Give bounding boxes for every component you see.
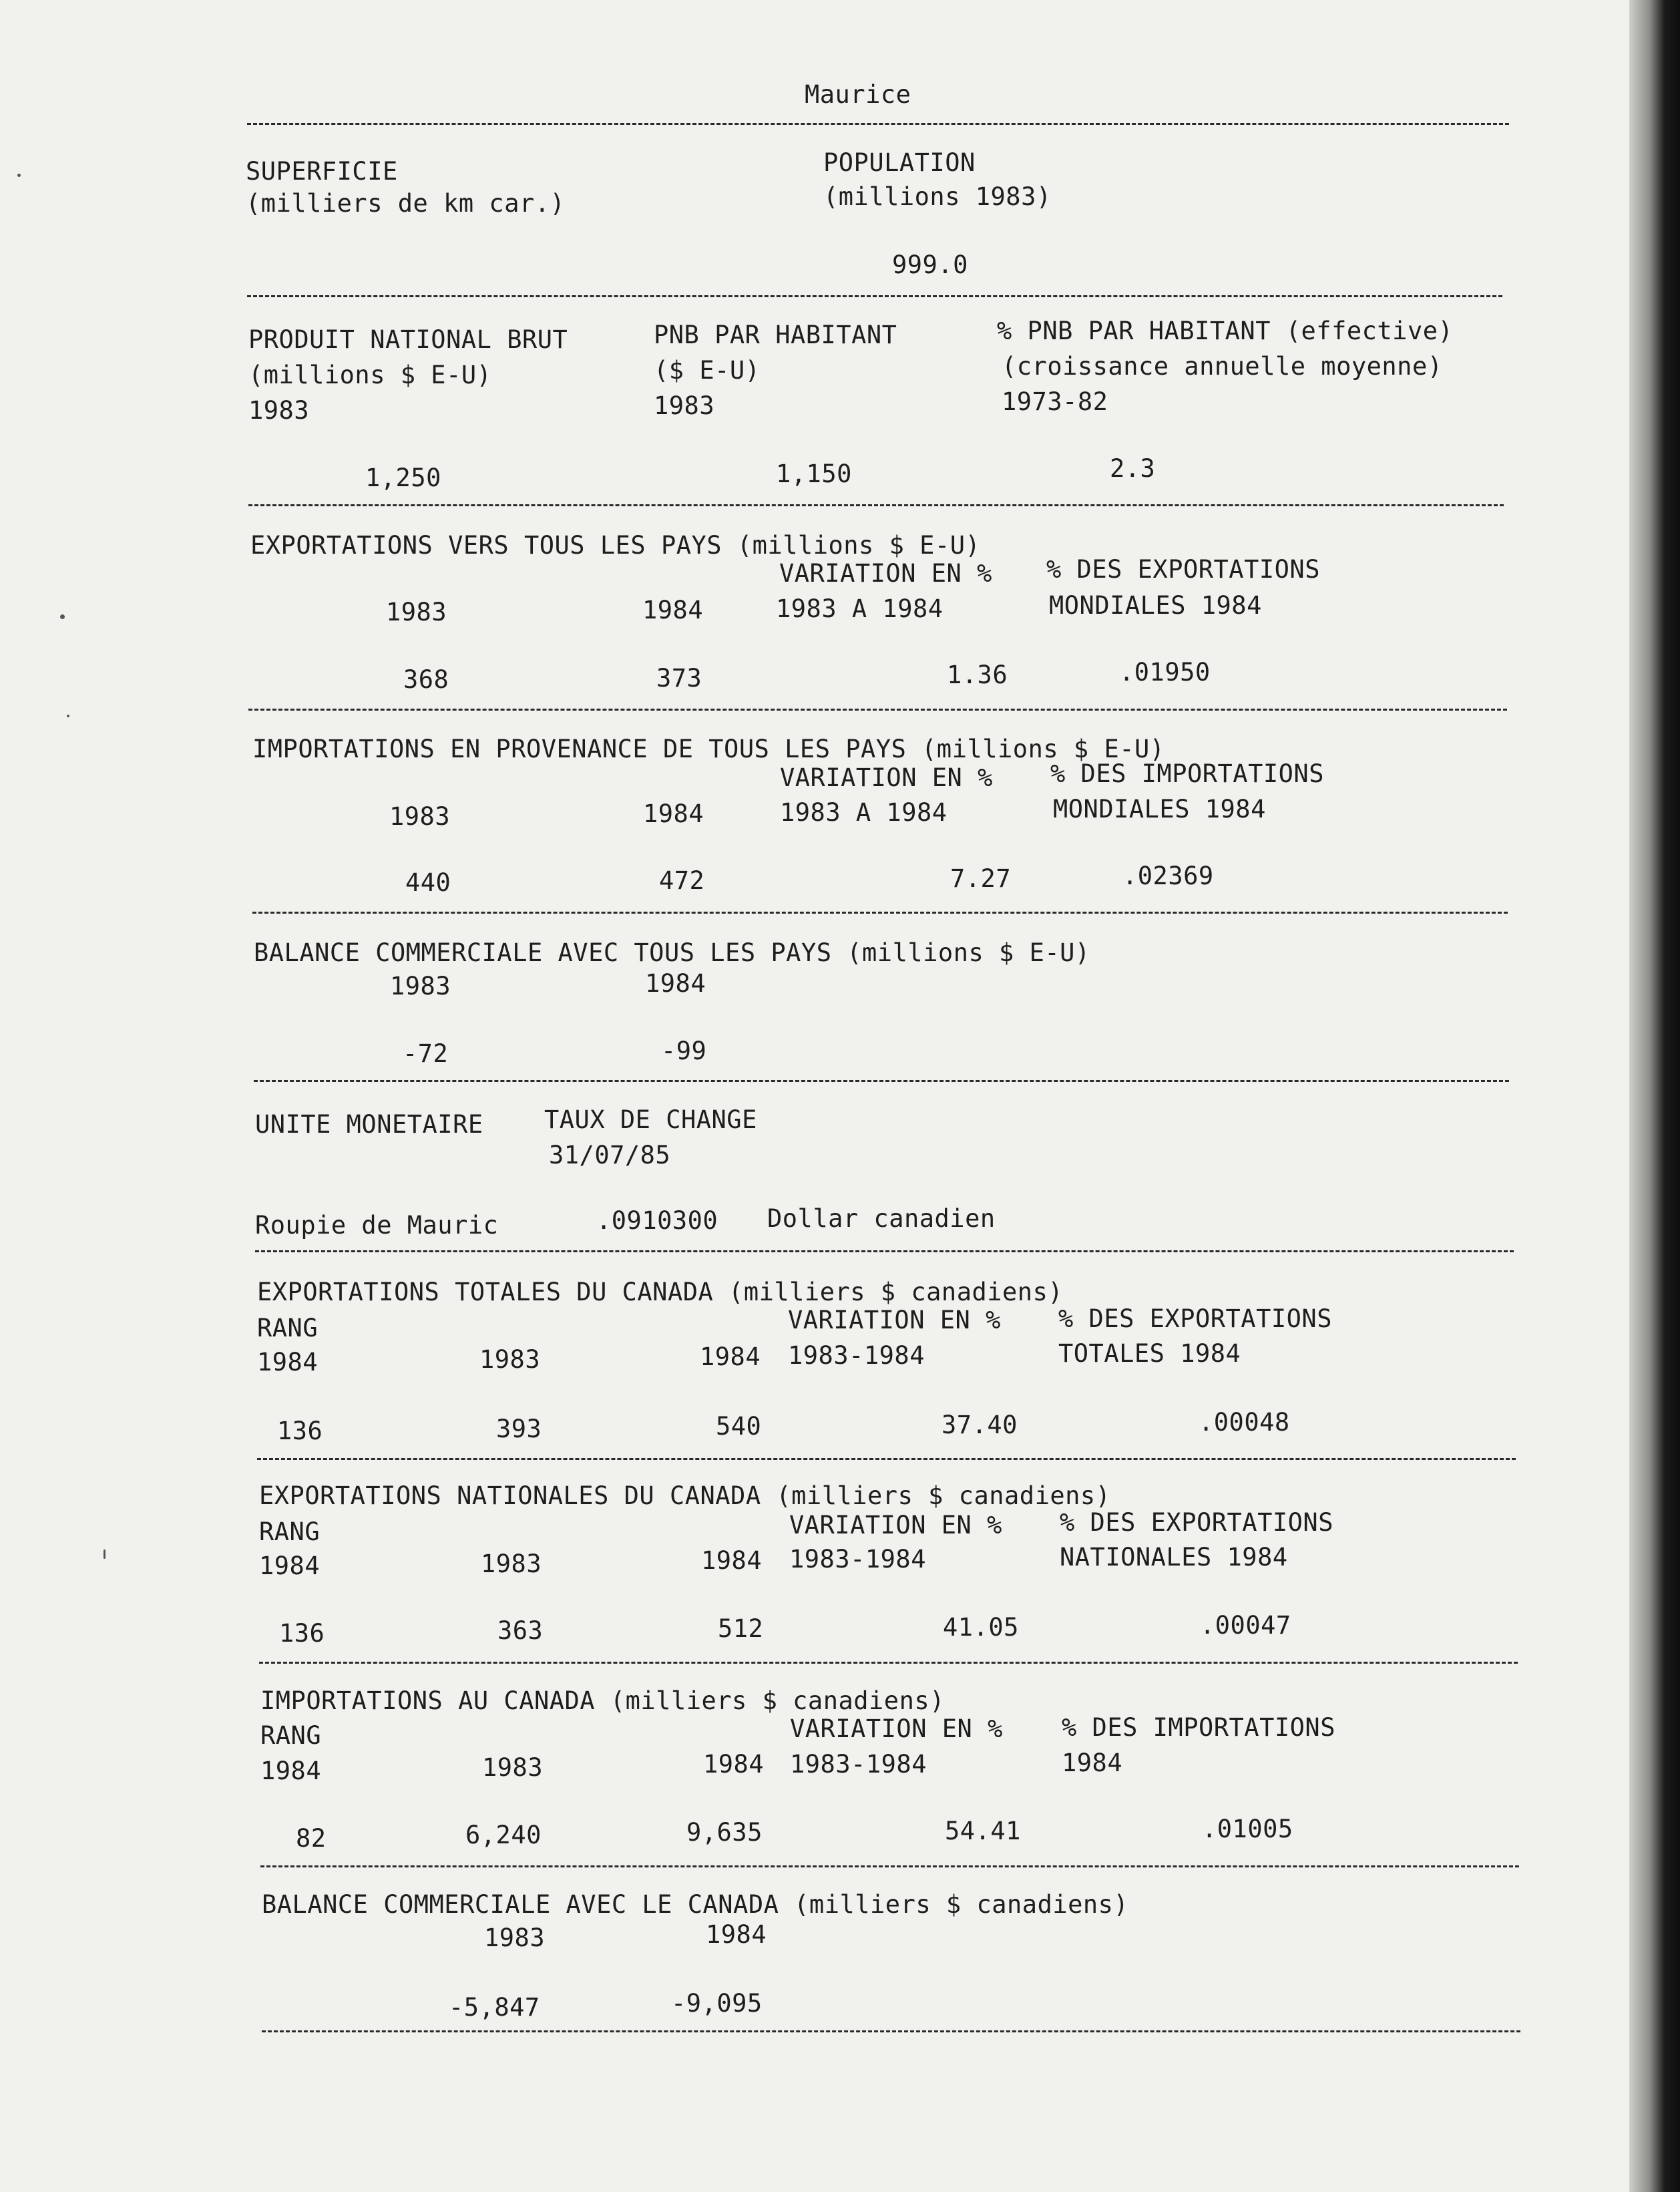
- export-nationales-h-variation-2: 1983-1984: [789, 1545, 926, 1574]
- importations-monde-variation: 7.27: [950, 864, 1012, 893]
- devise-value: Dollar canadien: [767, 1204, 996, 1233]
- export-nationales-rang: 136: [279, 1619, 325, 1648]
- import-canada-h-1983: 1983: [482, 1753, 544, 1782]
- export-totales-h-pct-2: TOTALES 1984: [1058, 1339, 1241, 1368]
- importations-monde-year-b: 1984: [643, 799, 704, 828]
- export-totales-h-rang-year: 1984: [257, 1348, 319, 1377]
- balance-monde-title: BALANCE COMMERCIALE AVEC TOUS LES PAYS (millions $ E-U): [254, 938, 1090, 967]
- export-nationales-h-1983: 1983: [481, 1549, 542, 1578]
- exportations-monde-h-variation-2: 1983 A 1984: [776, 594, 943, 623]
- export-nationales-h-variation: VARIATION EN %: [789, 1511, 1002, 1539]
- pnb-unit: (millions $ E-U): [248, 361, 492, 389]
- divider: [248, 504, 1504, 506]
- importations-monde-pct: .02369: [1122, 862, 1214, 890]
- pnb-habitant-year: 1983: [654, 391, 715, 420]
- import-canada-h-1984: 1984: [703, 1750, 765, 1779]
- export-totales-h-variation: VARIATION EN %: [788, 1306, 1001, 1334]
- exportations-monde-h-variation: VARIATION EN %: [779, 559, 992, 588]
- export-totales-h-pct: % DES EXPORTATIONS: [1058, 1304, 1332, 1333]
- exportations-monde-title: EXPORTATIONS VERS TOUS LES PAYS (millions $ E-U): [250, 531, 981, 560]
- import-canada-h-pct: % DES IMPORTATIONS: [1062, 1713, 1335, 1742]
- population-unit: (millions 1983): [823, 182, 1052, 211]
- import-canada-v1984: 9,635: [686, 1818, 763, 1847]
- export-nationales-h-rang-year: 1984: [259, 1551, 321, 1580]
- importations-monde-year-a: 1983: [389, 802, 451, 831]
- importations-monde-h-variation: VARIATION EN %: [780, 763, 993, 792]
- pnb-croissance-unit: (croissance annuelle moyenne): [1002, 352, 1443, 381]
- divider: [262, 2030, 1520, 2032]
- export-totales-h-variation-2: 1983-1984: [788, 1341, 925, 1370]
- divider: [255, 1250, 1514, 1252]
- export-nationales-pct: .00047: [1200, 1611, 1291, 1640]
- unite-monetaire-label: UNITE MONETAIRE: [255, 1110, 483, 1139]
- scan-speck: [60, 614, 65, 619]
- export-nationales-v1984: 512: [718, 1614, 764, 1643]
- exportations-monde-variation: 1.36: [947, 661, 1008, 689]
- scan-speck: [17, 174, 21, 177]
- page-edge-shadow: [1629, 0, 1680, 2192]
- page-title: Maurice: [805, 80, 911, 109]
- exportations-monde-h-pct-2: MONDIALES 1984: [1049, 591, 1262, 620]
- export-totales-variation: 37.40: [941, 1411, 1018, 1439]
- import-canada-h-rang-year: 1984: [260, 1757, 322, 1785]
- divider: [257, 1458, 1516, 1460]
- scan-speck: [67, 715, 69, 717]
- balance-canada-v1984: -9,095: [671, 1989, 763, 2018]
- export-nationales-h-rang: RANG: [259, 1517, 321, 1546]
- pnb-croissance-label: % PNB PAR HABITANT (effective): [997, 317, 1454, 345]
- importations-monde-v1984: 472: [659, 866, 705, 895]
- taux-de-change-value: .0910300: [596, 1206, 718, 1235]
- import-canada-rang: 82: [296, 1824, 327, 1853]
- export-totales-v1984: 540: [716, 1412, 762, 1441]
- export-nationales-h-pct: % DES EXPORTATIONS: [1060, 1508, 1333, 1537]
- balance-monde-year-b: 1984: [645, 969, 706, 998]
- population-label: POPULATION: [823, 148, 976, 177]
- importations-monde-title: IMPORTATIONS EN PROVENANCE DE TOUS LES PAYS (millions $ E-U): [252, 735, 1165, 763]
- exportations-monde-v1984: 373: [656, 664, 702, 693]
- divider: [254, 1080, 1509, 1082]
- exportations-monde-pct: .01950: [1119, 658, 1211, 687]
- import-canada-h-variation-2: 1983-1984: [790, 1750, 927, 1779]
- divider: [248, 709, 1507, 711]
- superficie-unit: (milliers de km car.): [246, 189, 566, 218]
- export-nationales-title: EXPORTATIONS NATIONALES DU CANADA (milliers $ canadiens): [259, 1481, 1111, 1510]
- import-canada-v1983: 6,240: [465, 1821, 542, 1849]
- balance-monde-v1983: -72: [403, 1039, 449, 1068]
- import-canada-h-pct-2: 1984: [1062, 1749, 1123, 1777]
- importations-monde-h-pct-2: MONDIALES 1984: [1053, 795, 1266, 824]
- scan-speck: [103, 1549, 106, 1559]
- superficie-label: SUPERFICIE: [246, 157, 398, 186]
- import-canada-title: IMPORTATIONS AU CANADA (milliers $ canadiens): [260, 1686, 945, 1715]
- export-totales-h-rang: RANG: [257, 1314, 319, 1342]
- balance-canada-title: BALANCE COMMERCIALE AVEC LE CANADA (milliers $ canadiens): [262, 1890, 1129, 1919]
- divider: [259, 1662, 1518, 1664]
- exportations-monde-year-a: 1983: [386, 598, 447, 626]
- importations-monde-h-pct: % DES IMPORTATIONS: [1050, 759, 1324, 788]
- export-totales-h-1984: 1984: [700, 1342, 761, 1371]
- pnb-label: PRODUIT NATIONAL BRUT: [248, 325, 568, 354]
- import-canada-pct: .01005: [1202, 1815, 1293, 1843]
- importations-monde-h-variation-2: 1983 A 1984: [780, 798, 948, 827]
- export-nationales-variation: 41.05: [943, 1613, 1019, 1642]
- balance-monde-v1984: -99: [661, 1037, 707, 1065]
- divider: [247, 295, 1502, 297]
- pnb-value: 1,250: [365, 464, 441, 492]
- import-canada-h-variation: VARIATION EN %: [790, 1714, 1003, 1743]
- export-nationales-v1983: 363: [497, 1616, 544, 1645]
- import-canada-variation: 54.41: [945, 1817, 1021, 1845]
- exportations-monde-v1983: 368: [403, 665, 449, 694]
- export-totales-rang: 136: [277, 1417, 323, 1445]
- pnb-habitant-label: PNB PAR HABITANT: [654, 321, 897, 349]
- balance-monde-year-a: 1983: [390, 972, 451, 1000]
- divider: [260, 1865, 1519, 1867]
- pnb-year: 1983: [248, 396, 310, 425]
- population-value: 999.0: [892, 250, 968, 279]
- import-canada-h-rang: RANG: [260, 1721, 322, 1750]
- exportations-monde-h-pct: % DES EXPORTATIONS: [1046, 555, 1320, 584]
- divider: [247, 123, 1509, 125]
- balance-canada-year-a: 1983: [484, 1924, 546, 1952]
- exportations-monde-year-b: 1984: [642, 596, 704, 624]
- export-nationales-h-pct-2: NATIONALES 1984: [1060, 1543, 1288, 1572]
- divider: [252, 912, 1508, 914]
- balance-canada-v1983: -5,847: [449, 1993, 540, 2022]
- export-totales-v1983: 393: [496, 1415, 542, 1443]
- importations-monde-v1983: 440: [405, 868, 451, 897]
- unite-monetaire-value: Roupie de Mauric: [255, 1211, 499, 1240]
- export-totales-pct: .00048: [1199, 1408, 1290, 1437]
- export-totales-h-1983: 1983: [479, 1345, 541, 1374]
- export-nationales-h-1984: 1984: [701, 1546, 763, 1575]
- pnb-croissance-period: 1973-82: [1002, 387, 1108, 416]
- pnb-habitant-value: 1,150: [776, 460, 852, 488]
- pnb-croissance-value: 2.3: [1110, 454, 1156, 483]
- export-totales-title: EXPORTATIONS TOTALES DU CANADA (milliers $ canadiens): [257, 1278, 1064, 1306]
- balance-canada-year-b: 1984: [706, 1920, 767, 1949]
- pnb-habitant-unit: ($ E-U): [654, 356, 761, 385]
- taux-de-change-label: TAUX DE CHANGE: [544, 1105, 757, 1134]
- taux-de-change-date: 31/07/85: [549, 1141, 671, 1169]
